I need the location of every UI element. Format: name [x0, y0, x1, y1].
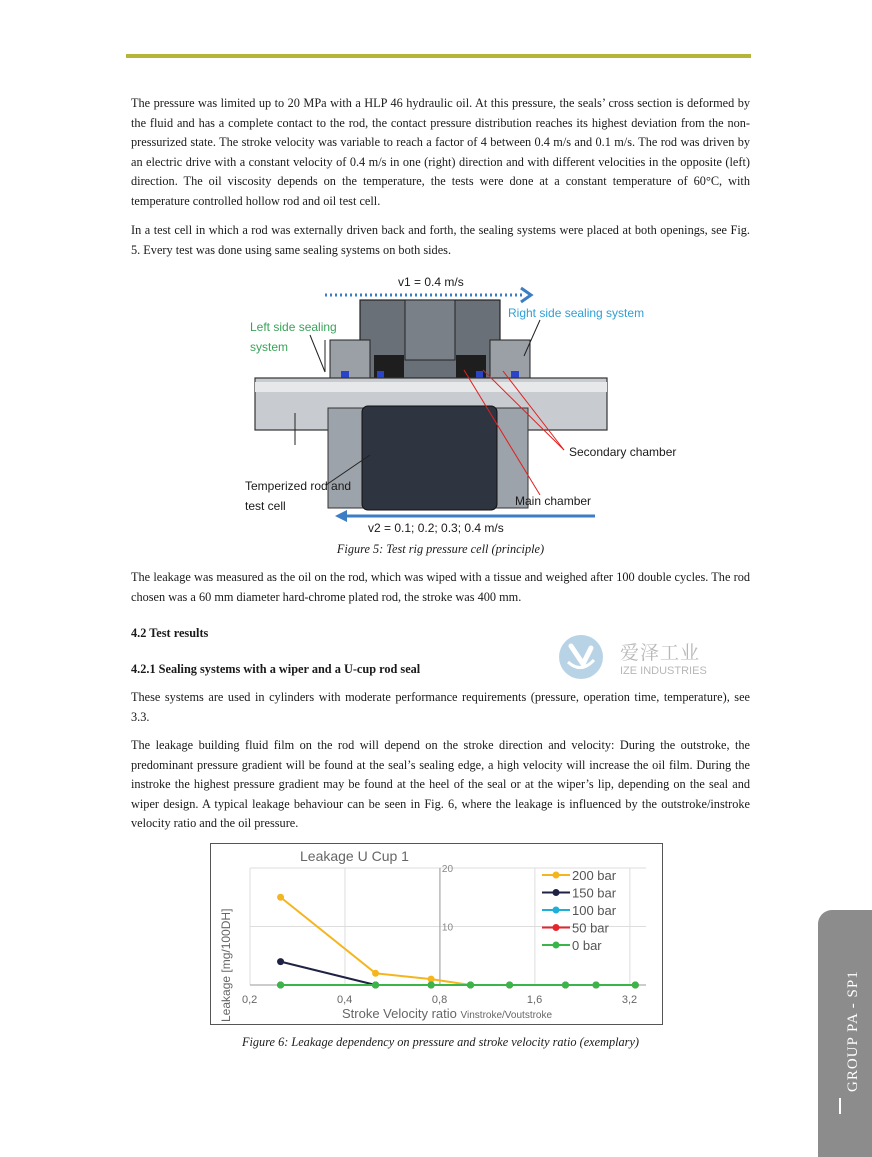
header-rule [126, 54, 751, 58]
temperized-label: Temperized rod and [245, 479, 352, 493]
paragraph-leakage-measure: The leakage was measured as the oil on the rod, which was wiped with a tissue and weighed after 100 double cycles. The rod chosen was a 60 mm diameter hard-chrome plated rod, the stroke was 400 mm. [131, 570, 750, 604]
y-tick-label: 10 [441, 922, 454, 934]
left-wiper [341, 371, 349, 378]
secondary-chamber-label: Secondary chamber [569, 445, 677, 459]
x-tick-label: 1,6 [526, 994, 543, 1006]
paragraph-test-cell: In a test cell in which a rod was externally driven back and forth, the sealing systems were placed at both openings, see Fig. 5. Every test was done using same sealing systems on both sides. [131, 223, 750, 257]
x-tick-label: 0,2 [242, 994, 258, 1006]
logo-cn: 爱泽工业 [620, 642, 701, 664]
side-tab-bar [839, 1098, 841, 1114]
x-tick-label: 0,4 [336, 994, 353, 1006]
v1-label: v1 = 0.4 m/s [398, 275, 464, 289]
x-tick-label: 3,2 [621, 994, 638, 1006]
legend-marker [553, 872, 560, 879]
v2-arrowhead [335, 510, 347, 522]
legend-marker [553, 889, 560, 896]
oil-cell [362, 406, 497, 510]
data-point [632, 982, 639, 989]
leakage-chart [210, 843, 663, 1025]
data-point [277, 958, 284, 965]
paragraph-test-conditions: The pressure was limited up to 20 MPa with a HLP 46 hydraulic oil. At this pressure, the seals’ cross section is deformed by the fluid and has a complete contact to the rod, the contact pressure distribution reaches its highest deviation from the non-pressurized state. The stroke velocity was variable to reach a factor of 4 between 0.4 m/s and 0.1 m/s. The rod was driven by an electric drive with a constant velocity of 0.4 m/s in one (right) direction and with different velocities in the opposite (left) direction. The oil viscosity depends on the temperature, the tests were done at a constant temperature of 60°C, with temperature controlled hollow rod and oil test cell. [131, 96, 750, 208]
v1-arrowhead [521, 288, 531, 302]
data-point [428, 982, 435, 989]
right-gland [490, 340, 530, 378]
right-sealing-label: Right side sealing system [508, 306, 645, 320]
right-pointer [524, 320, 540, 356]
data-point [506, 982, 513, 989]
data-point [593, 982, 600, 989]
data-point [562, 982, 569, 989]
legend-marker [553, 924, 560, 931]
right-guide [476, 371, 483, 378]
x-tick-label: 0,8 [431, 994, 448, 1006]
left-pointer-diag [310, 335, 325, 372]
legend-label: 0 bar [572, 938, 602, 953]
left-guide [377, 371, 384, 378]
data-point [372, 970, 379, 977]
legend-marker [553, 942, 560, 949]
v2-label: v2 = 0.1; 0.2; 0.3; 0.4 m/s [368, 521, 504, 535]
paragraph-systems: These systems are used in cylinders with moderate performance requirements (pressure, operation time, temperature), see 3.3. [131, 690, 750, 724]
housing-center [405, 300, 455, 360]
main-chamber-label: Main chamber [515, 494, 592, 508]
chart-xlabel-sub: Vinstroke/Voutstroke [460, 1010, 553, 1021]
left-sealing-label-2: system [250, 340, 289, 354]
y-tick-label: 20 [441, 864, 454, 875]
data-point [372, 982, 379, 989]
right-wiper [511, 371, 519, 378]
logo-en: IZE INDUSTRIES [620, 665, 707, 677]
section-heading-4-2: 4.2 Test results [131, 626, 209, 640]
legend-label: 50 bar [572, 920, 609, 936]
legend-label: 100 bar [572, 903, 617, 918]
data-point [467, 982, 474, 989]
figure-6 [210, 843, 663, 1025]
figure-5 [240, 270, 690, 540]
side-tab-label: GROUP PA - SP1 [845, 970, 861, 1092]
paragraph-film: The leakage building fluid film on the rod will depend on the stroke direction and velocity: During the outstroke, the predominant pressure gradient will be found at the seal’s sealing edge, a high velocity will increase the oil film. During the instroke the highest pressure gradient may be found at the heel of the seal or at the wiper’s lip, depending on the seal and wiper design. A typical leakage behaviour can be seen in Fig. 6, where the leakage is influenced by the outstroke/instroke velocity ratio and the oil pressure. [131, 738, 750, 831]
legend-label: 150 bar [572, 885, 617, 901]
chart-xlabel-main: Stroke Velocity ratio [342, 1006, 457, 1021]
left-sealing-label: Left side sealing [250, 320, 337, 334]
section-heading-4-2-1: 4.2.1 Sealing systems with a wiper and a U-cup rod seal [131, 662, 421, 676]
legend-label: 200 bar [572, 868, 617, 883]
rod-highlight [255, 382, 607, 392]
chart-ylabel: Leakage [mg/100DH] [219, 908, 233, 1022]
ize-logo [553, 634, 718, 680]
chart-title: Leakage U Cup 1 [300, 848, 409, 864]
data-point [277, 982, 284, 989]
legend-marker [553, 907, 560, 914]
figure-6-caption: Figure 6: Leakage dependency on pressure and stroke velocity ratio (exemplary) [241, 1035, 639, 1049]
left-gland [330, 340, 370, 378]
temperized-label-2: test cell [245, 499, 286, 513]
figure-5-caption: Figure 5: Test rig pressure cell (principle) [336, 542, 545, 556]
data-point [277, 894, 284, 901]
